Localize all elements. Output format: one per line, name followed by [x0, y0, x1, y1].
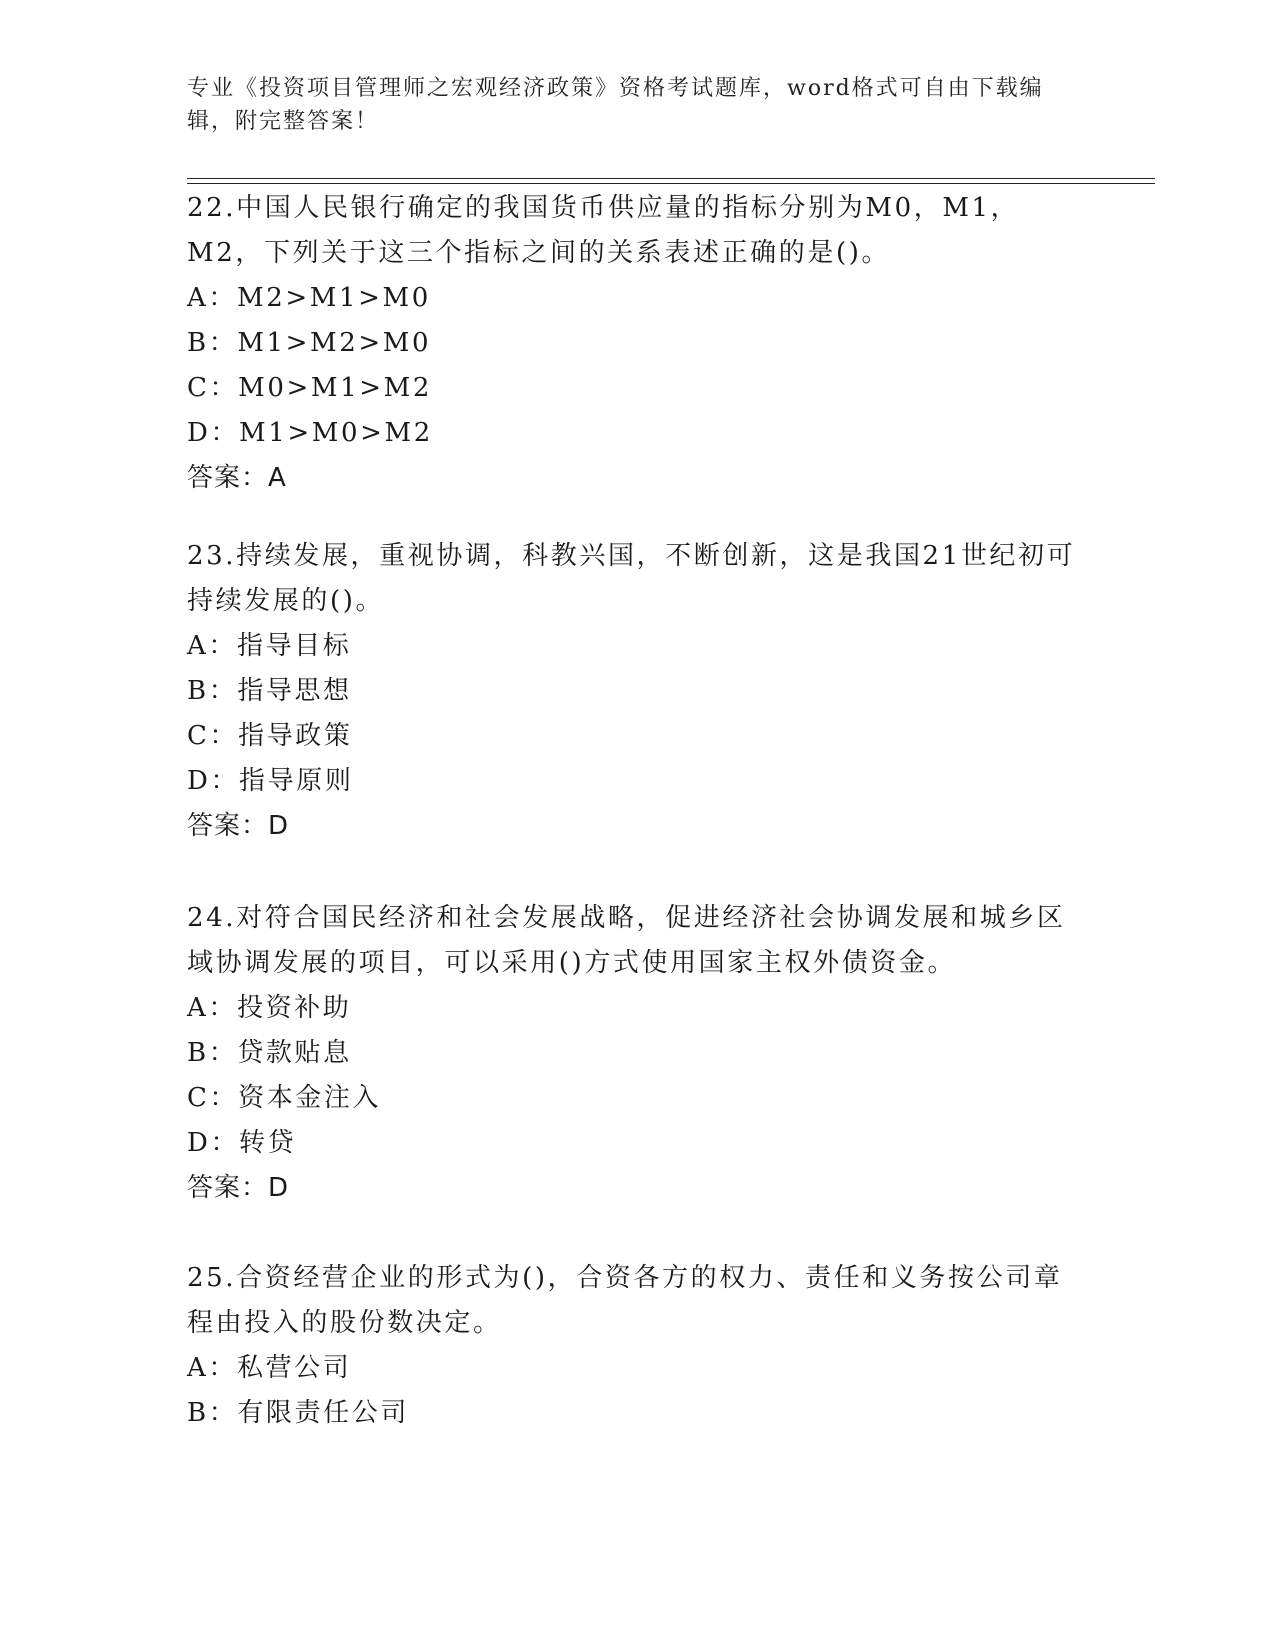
option-b [187, 321, 1087, 366]
option-letter: C： [187, 1083, 239, 1113]
option-c [187, 366, 1087, 411]
option-letter: A： [187, 631, 237, 661]
option-letter: B： [187, 1398, 238, 1428]
question-24 [187, 896, 1087, 1211]
option-letter: A： [187, 283, 237, 313]
option-b [187, 669, 1087, 714]
option-a [187, 1346, 1087, 1391]
option-d [187, 759, 1087, 804]
option-text: 转贷 [239, 1128, 297, 1158]
option-text: 指导政策 [238, 721, 353, 751]
option-letter: C： [187, 373, 239, 403]
question-25 [187, 1256, 1087, 1436]
option-a [187, 624, 1087, 669]
option-letter: D： [187, 766, 240, 796]
option-text: 贷款贴息 [237, 1038, 352, 1068]
question-stem: 25.合资经营企业的形式为()，合资各方的权力、责任和义务按公司章程由投入的股份数决定。 [187, 1263, 1063, 1338]
option-text: 指导思想 [237, 676, 352, 706]
option-c [187, 1076, 1087, 1121]
answer-line: 答案：D [187, 811, 290, 841]
option-letter: C： [187, 721, 239, 751]
option-letter: B： [187, 328, 238, 358]
option-d [187, 1121, 1087, 1166]
answer-line: 答案：A [187, 463, 287, 493]
option-letter: B： [187, 676, 238, 706]
option-text: 有限责任公司 [237, 1398, 409, 1428]
option-letter: D： [187, 1128, 240, 1158]
option-letter: D： [187, 418, 240, 448]
option-a [187, 986, 1087, 1031]
option-d [187, 411, 1087, 456]
question-23 [187, 534, 1087, 849]
document-header: 专业《投资项目管理师之宏观经济政策》资格考试题库，word格式可自由下载编辑，附完整答案！ [187, 76, 1044, 134]
option-text: 投资补助 [236, 993, 352, 1023]
option-text: 资本金注入 [238, 1083, 382, 1113]
option-text: M0>M1>M2 [238, 373, 432, 403]
question-stem: 23.持续发展，重视协调，科教兴国，不断创新，这是我国21世纪初可持续发展的()。 [187, 541, 1076, 616]
header-divider-bottom [187, 183, 1155, 184]
option-b [187, 1031, 1087, 1076]
option-a [187, 276, 1087, 321]
option-c [187, 714, 1087, 759]
option-text: M1>M0>M2 [239, 418, 433, 448]
option-letter: A： [187, 993, 237, 1023]
option-text: M2>M1>M0 [236, 283, 431, 313]
answer-line: 答案：D [187, 1173, 290, 1203]
question-stem: 22.中国人民银行确定的我国货币供应量的指标分别为M0，M1，M2，下列关于这三个指标之间的关系表述正确的是()。 [187, 193, 1020, 268]
option-b [187, 1391, 1087, 1436]
header-divider-top [187, 178, 1155, 179]
option-text: 指导原则 [239, 766, 354, 796]
question-stem: 24.对符合国民经济和社会发展战略，促进经济社会协调发展和城乡区域协调发展的项目，可以采用()方式使用国家主权外债资金。 [187, 903, 1066, 978]
option-text: 私营公司 [236, 1353, 352, 1383]
option-text: M1>M2>M0 [237, 328, 432, 358]
option-letter: B： [187, 1038, 238, 1068]
option-letter: A： [187, 1353, 237, 1383]
option-text: 指导目标 [236, 631, 352, 661]
question-22 [187, 186, 1087, 501]
